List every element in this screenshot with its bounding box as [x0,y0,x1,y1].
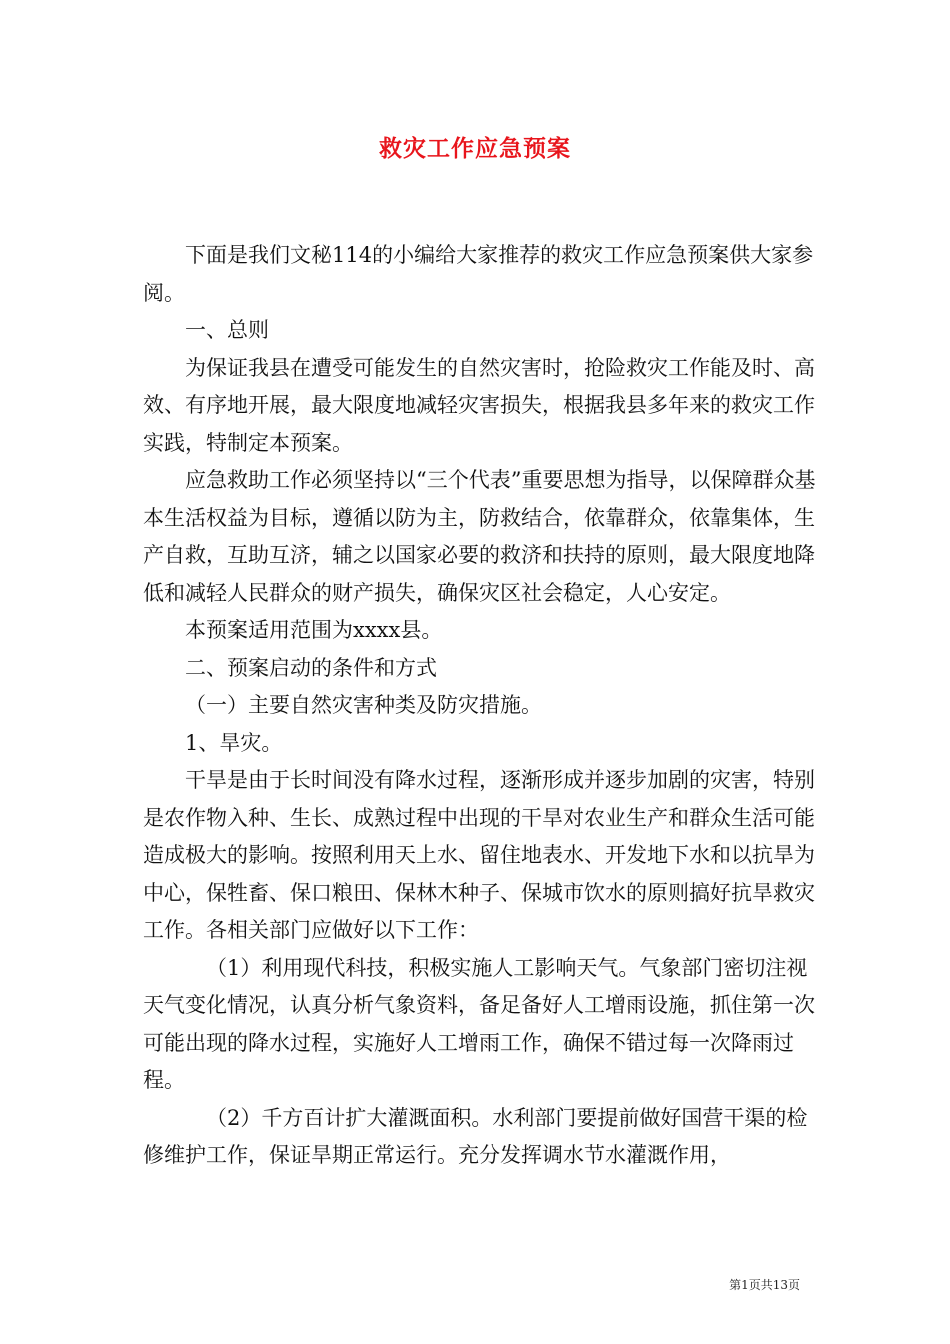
intro-paragraph: 下面是我们文秘114的小编给大家推荐的救灾工作应急预案供大家参阅。 [143,243,814,305]
body-paragraph: 为保证我县在遭受可能发生的自然灾害时，抢险救灾工作能及时、高效、有序地开展，最大限度地减轻灾害损失，根据我县多年来的救灾工作实践，特制定本预案。 [143,355,815,455]
section-heading: 一、总则 [185,318,269,342]
section-heading: 二、预案启动的条件和方式 [185,655,437,680]
document-body [143,237,823,1175]
page-number: 第1页共13页 [729,1278,800,1292]
numbered-paragraph: （2）千方百计扩大灌溉面积。水利部门要提前做好国营干渠的检修维护工作，保证旱期正常运行。充分发挥调水节水灌溉作用， [143,1105,808,1167]
body-paragraph: 本预案适用范围为xxxx县。 [185,618,443,642]
item-heading: 1、旱灾。 [185,730,283,755]
document-title: 救灾工作应急预案 [379,135,571,162]
subsection-heading: （一）主要自然灾害种类及防灾措施。 [185,693,542,717]
body-paragraph: 干旱是由于长时间没有降水过程，逐渐形成并逐步加剧的灾害，特别是农作物入种、生长、成熟过程中出现的干旱对农业生产和群众生活可能造成极大的影响。按照利用天上水、留住地表水、开发地下水和以抗旱为中心，保牲畜、保口粮田、保林木种子、保城市饮水的原则搞好抗旱救灾工作。各相关部门应做好以下工作： [143,768,815,942]
numbered-paragraph: （1）利用现代科技，积极实施人工影响天气。气象部门密切注视天气变化情况，认真分析气象资料，备足备好人工增雨设施，抓住第一次可能出现的降水过程，实施好人工增雨工作，确保不错过每一次降雨过程。 [143,955,815,1092]
body-paragraph: 应急救助工作必须坚持以“三个代表”重要思想为指导，以保障群众基本生活权益为目标，遵循以防为主，防救结合，依靠群众，依靠集体，生产自救，互助互济，辅之以国家必要的救济和扶持的原则，最大限度地降低和减轻人民群众的财产损失，确保灾区社会稳定，人心安定。 [143,468,816,605]
